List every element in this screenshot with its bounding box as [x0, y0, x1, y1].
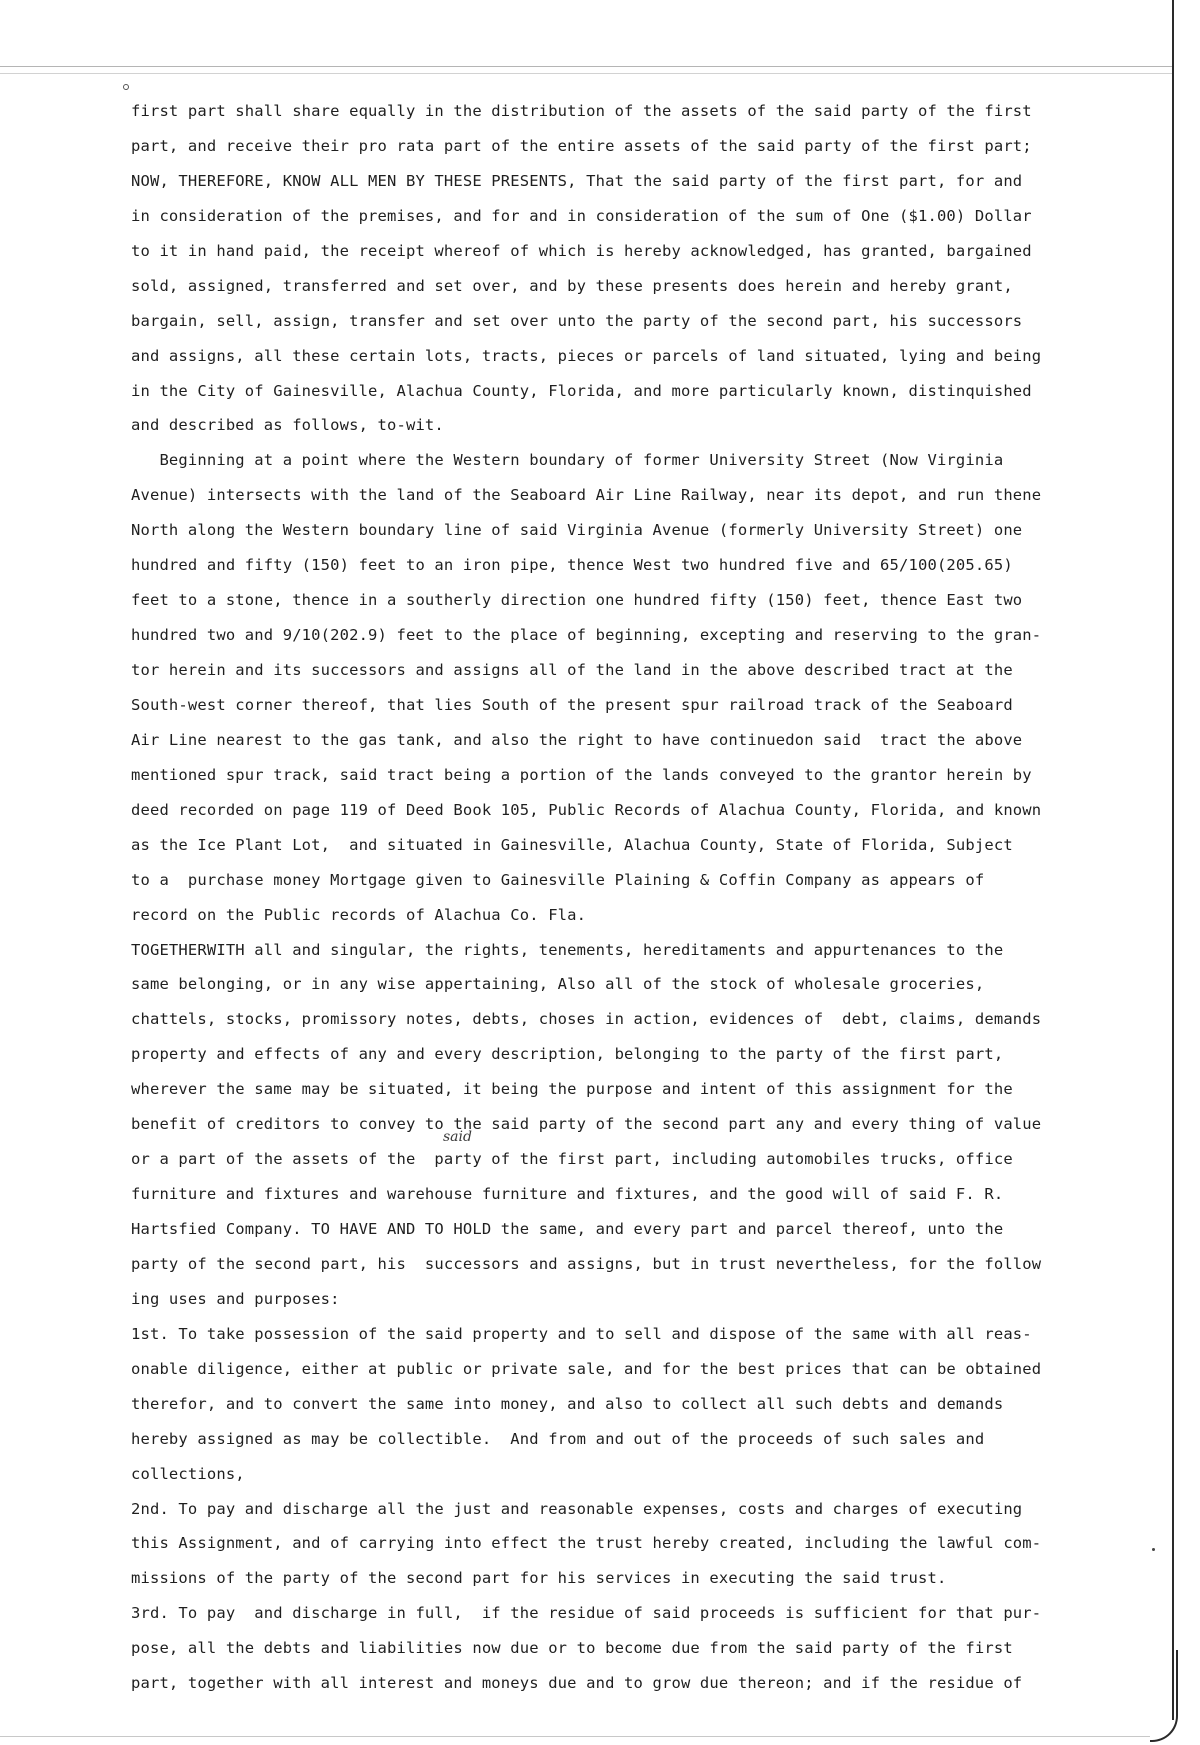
text-line: property and effects of any and every description, belonging to the party of the first part, [131, 1045, 1004, 1064]
bottom-rule [0, 1736, 1150, 1737]
text-line: and assigns, all these certain lots, tracts, pieces or parcels of land situated, lying and being [131, 346, 1042, 365]
page-curl [1150, 1650, 1178, 1742]
text-line: first part shall share equally in the distribution of the assets of the said party of the first [131, 102, 1032, 120]
text-line: tor herein and its successors and assigns all of the land in the above described tract at the [131, 661, 1013, 679]
text-line: onable diligence, either at public or private sale, and for the best prices that can be obtained [131, 1359, 1042, 1378]
text-line: deed recorded on page 119 of Deed Book 105, Public Records of Alachua County, Florida, and known [131, 800, 1042, 819]
text-line: South-west corner thereof, that lies South of the present spur railroad track of the Seaboard [131, 695, 1013, 714]
text-line: Hartsfied Company. TO HAVE AND TO HOLD the same, and every part and parcel thereof, unto the [131, 1220, 1004, 1238]
text-line: same belonging, or in any wise appertaining, Also all of the stock of wholesale groceries, [131, 975, 985, 994]
text-line: benefit of creditors to convey to the said party of the second part any and every thing of value [131, 1115, 1042, 1134]
text-line: 2nd. To pay and discharge all the just and reasonable expenses, costs and charges of executing [131, 1499, 1023, 1518]
text-line: part, together with all interest and moneys due and to grow due thereon; and if the residue of [131, 1674, 1023, 1693]
text-line: furniture and fixtures and warehouse furniture and fixtures, and the good will of said F. R. [131, 1185, 1004, 1204]
page-edge [1172, 0, 1174, 1720]
text-line: therefor, and to convert the same into money, and also to collect all such debts and demands [131, 1394, 1004, 1413]
text-line: in consideration of the premises, and for and in consideration of the sum of One ($1.00) Dollar [131, 206, 1032, 225]
text-line: ing uses and purposes: [131, 1289, 340, 1308]
text-line: party of the second part, his successors and assigns, but in trust nevertheless, for the follow [131, 1254, 1042, 1273]
text-line: hundred two and 9/10(202.9) feet to the place of beginning, excepting and reserving to the gran- [131, 626, 1042, 645]
text-line: or a part of the assets of the party of the first part, including automobiles trucks, office [131, 1150, 1013, 1169]
text-line: hereby assigned as may be collectible. And from and out of the proceeds of such sales and [131, 1429, 985, 1448]
text-line: to it in hand paid, the receipt whereof of which is hereby acknowledged, has granted, bargained [131, 241, 1032, 260]
text-line: bargain, sell, assign, transfer and set over unto the party of the second part, his successors [131, 311, 1023, 330]
text-line: and described as follows, to-wit. [131, 416, 444, 435]
margin-dot [123, 84, 129, 90]
text-line: NOW, THEREFORE, KNOW ALL MEN BY THESE PRESENTS, That the said party of the first part, for and [131, 171, 1023, 190]
text-line: as the Ice Plant Lot, and situated in Gainesville, Alachua County, State of Florida, Subject [131, 835, 1013, 854]
text-line: mentioned spur track, said tract being a portion of the lands conveyed to the grantor herein by [131, 765, 1032, 784]
text-line: 1st. To take possession of the said property and to sell and dispose of the same with all reas- [131, 1324, 1032, 1343]
text-line: missions of the party of the second part for his services in executing the said trust. [131, 1569, 947, 1588]
text-line: pose, all the debts and liabilities now due or to become due from the said party of the first [131, 1639, 1013, 1658]
text-line: to a purchase money Mortgage given to Gainesville Plaining & Coffin Company as appears of [131, 870, 985, 889]
text-line: wherever the same may be situated, it being the purpose and intent of this assignment for the [131, 1080, 1013, 1099]
text-line: TOGETHERWITH all and singular, the rights, tenements, hereditaments and appurtenances to the [131, 940, 1004, 959]
text-line: in the City of Gainesville, Alachua County, Florida, and more particularly known, distinquished [131, 381, 1032, 400]
margin-dot [1152, 1548, 1155, 1551]
text-line: this Assignment, and of carrying into effect the trust hereby created, including the lawful com- [131, 1534, 1042, 1553]
text-line: collections, [131, 1464, 245, 1483]
text-line: 3rd. To pay and discharge in full, if the residue of said proceeds is sufficient for that pur- [131, 1604, 1042, 1623]
interlined-annotation: said [443, 1129, 472, 1145]
document-body [131, 94, 1141, 1701]
text-line: Air Line nearest to the gas tank, and also the right to have continuedon said tract the above [131, 730, 1023, 749]
text-line: feet to a stone, thence in a southerly direction one hundred fifty (150) feet, thence East two [131, 591, 1023, 610]
text-line: hundred and fifty (150) feet to an iron pipe, thence West two hundred five and 65/100(205.65) [131, 556, 1013, 575]
text-line: Beginning at a point where the Western boundary of former University Street (Now Virginia [131, 451, 1004, 470]
text-line: Avenue) intersects with the land of the Seaboard Air Line Railway, near its depot, and run thene [131, 486, 1042, 505]
text-line: North along the Western boundary line of said Virginia Avenue (formerly University Street) one [131, 521, 1023, 540]
text-line: record on the Public records of Alachua Co. Fla. [131, 905, 587, 924]
text-line: chattels, stocks, promissory notes, debts, choses in action, evidences of debt, claims, demands [131, 1010, 1042, 1029]
text-line: part, and receive their pro rata part of the entire assets of the said party of the first part; [131, 136, 1032, 155]
top-rule [0, 66, 1172, 74]
text-line: sold, assigned, transferred and set over, and by these presents does herein and hereby grant, [131, 276, 1013, 295]
